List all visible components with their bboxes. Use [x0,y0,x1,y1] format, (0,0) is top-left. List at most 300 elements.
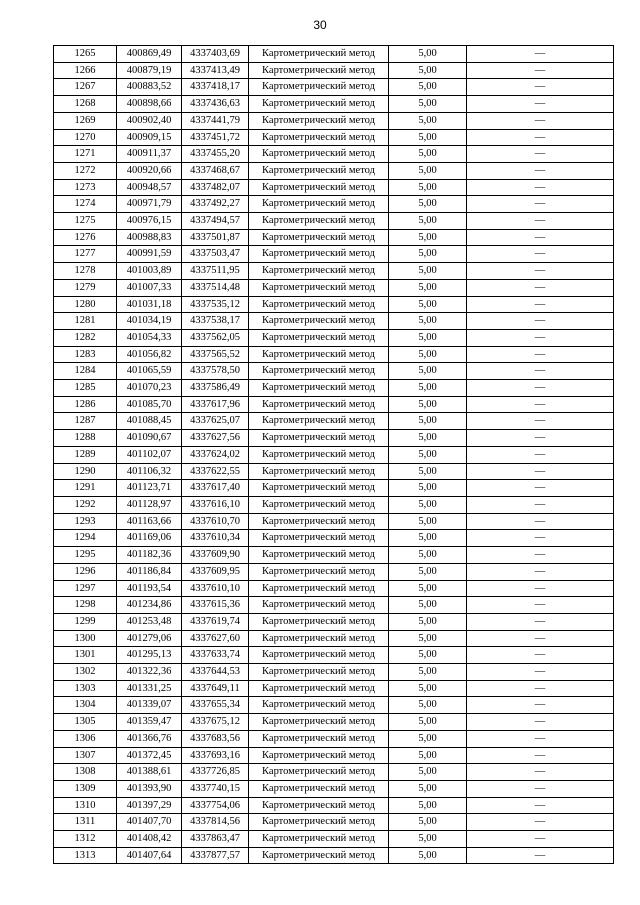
accuracy-cell: 5,00 [389,296,467,313]
y-coordinate-cell: 4337627,60 [182,630,249,647]
point-number-cell: 1298 [54,597,117,614]
point-number-cell: 1311 [54,814,117,831]
point-number-cell: 1270 [54,129,117,146]
description-cell: — [467,179,614,196]
method-cell: Картометрический метод [249,380,389,397]
point-number-cell: 1292 [54,496,117,513]
y-coordinate-cell: 4337511,95 [182,263,249,280]
y-coordinate-cell: 4337610,10 [182,580,249,597]
table-row [54,196,614,213]
table-row [54,179,614,196]
accuracy-cell: 5,00 [389,747,467,764]
description-cell: — [467,296,614,313]
table-row [54,747,614,764]
y-coordinate-cell: 4337565,52 [182,346,249,363]
point-number-cell: 1266 [54,62,117,79]
table-row [54,780,614,797]
x-coordinate-cell: 401056,82 [117,346,182,363]
x-coordinate-cell: 401186,84 [117,563,182,580]
x-coordinate-cell: 401163,66 [117,513,182,530]
method-cell: Картометрический метод [249,229,389,246]
method-cell: Картометрический метод [249,162,389,179]
point-number-cell: 1296 [54,563,117,580]
table-row [54,129,614,146]
x-coordinate-cell: 400883,52 [117,79,182,96]
x-coordinate-cell: 401193,54 [117,580,182,597]
description-cell: — [467,446,614,463]
description-cell: — [467,313,614,330]
description-cell: — [467,112,614,129]
table-row [54,346,614,363]
accuracy-cell: 5,00 [389,179,467,196]
y-coordinate-cell: 4337617,40 [182,480,249,497]
point-number-cell: 1313 [54,847,117,864]
description-cell: — [467,580,614,597]
point-number-cell: 1265 [54,46,117,63]
table-row [54,363,614,380]
x-coordinate-cell: 401003,89 [117,263,182,280]
method-cell: Картометрический метод [249,730,389,747]
x-coordinate-cell: 401070,23 [117,380,182,397]
accuracy-cell: 5,00 [389,363,467,380]
accuracy-cell: 5,00 [389,797,467,814]
accuracy-cell: 5,00 [389,496,467,513]
method-cell: Картометрический метод [249,831,389,848]
method-cell: Картометрический метод [249,430,389,447]
point-number-cell: 1275 [54,213,117,230]
coordinates-table [53,45,614,864]
y-coordinate-cell: 4337503,47 [182,246,249,263]
table-row [54,730,614,747]
x-coordinate-cell: 400988,83 [117,229,182,246]
x-coordinate-cell: 401128,97 [117,496,182,513]
x-coordinate-cell: 401407,70 [117,814,182,831]
accuracy-cell: 5,00 [389,329,467,346]
description-cell: — [467,396,614,413]
y-coordinate-cell: 4337877,57 [182,847,249,864]
y-coordinate-cell: 4337535,12 [182,296,249,313]
x-coordinate-cell: 401397,29 [117,797,182,814]
method-cell: Картометрический метод [249,213,389,230]
table-row [54,630,614,647]
description-cell: — [467,613,614,630]
table-row [54,831,614,848]
description-cell: — [467,480,614,497]
method-cell: Картометрический метод [249,112,389,129]
method-cell: Картометрический метод [249,680,389,697]
x-coordinate-cell: 401054,33 [117,329,182,346]
method-cell: Картометрический метод [249,363,389,380]
y-coordinate-cell: 4337609,90 [182,547,249,564]
description-cell: — [467,430,614,447]
method-cell: Картометрический метод [249,647,389,664]
accuracy-cell: 5,00 [389,480,467,497]
x-coordinate-cell: 401034,19 [117,313,182,330]
x-coordinate-cell: 401106,32 [117,463,182,480]
table-row [54,279,614,296]
accuracy-cell: 5,00 [389,680,467,697]
method-cell: Картометрический метод [249,46,389,63]
x-coordinate-cell: 401322,36 [117,664,182,681]
table-row [54,146,614,163]
accuracy-cell: 5,00 [389,530,467,547]
point-number-cell: 1290 [54,463,117,480]
table-row [54,496,614,513]
accuracy-cell: 5,00 [389,463,467,480]
accuracy-cell: 5,00 [389,714,467,731]
accuracy-cell: 5,00 [389,697,467,714]
method-cell: Картометрический метод [249,613,389,630]
x-coordinate-cell: 401169,06 [117,530,182,547]
accuracy-cell: 5,00 [389,96,467,113]
y-coordinate-cell: 4337625,07 [182,413,249,430]
y-coordinate-cell: 4337683,56 [182,730,249,747]
description-cell: — [467,563,614,580]
description-cell: — [467,279,614,296]
table-row [54,613,614,630]
table-row [54,764,614,781]
method-cell: Картометрический метод [249,597,389,614]
method-cell: Картометрический метод [249,296,389,313]
point-number-cell: 1294 [54,530,117,547]
point-number-cell: 1281 [54,313,117,330]
point-number-cell: 1280 [54,296,117,313]
method-cell: Картометрический метод [249,263,389,280]
table-row [54,463,614,480]
point-number-cell: 1312 [54,831,117,848]
method-cell: Картометрический метод [249,313,389,330]
y-coordinate-cell: 4337726,85 [182,764,249,781]
point-number-cell: 1308 [54,764,117,781]
accuracy-cell: 5,00 [389,246,467,263]
y-coordinate-cell: 4337610,34 [182,530,249,547]
y-coordinate-cell: 4337693,16 [182,747,249,764]
y-coordinate-cell: 4337494,57 [182,213,249,230]
description-cell: — [467,162,614,179]
description-cell: — [467,246,614,263]
point-number-cell: 1279 [54,279,117,296]
x-coordinate-cell: 401088,45 [117,413,182,430]
method-cell: Картометрический метод [249,463,389,480]
point-number-cell: 1268 [54,96,117,113]
accuracy-cell: 5,00 [389,380,467,397]
method-cell: Картометрический метод [249,780,389,797]
table-row [54,714,614,731]
point-number-cell: 1299 [54,613,117,630]
y-coordinate-cell: 4337451,72 [182,129,249,146]
accuracy-cell: 5,00 [389,46,467,63]
description-cell: — [467,647,614,664]
accuracy-cell: 5,00 [389,647,467,664]
description-cell: — [467,346,614,363]
table-row [54,430,614,447]
accuracy-cell: 5,00 [389,146,467,163]
method-cell: Картометрический метод [249,329,389,346]
accuracy-cell: 5,00 [389,446,467,463]
accuracy-cell: 5,00 [389,279,467,296]
y-coordinate-cell: 4337514,48 [182,279,249,296]
method-cell: Картометрический метод [249,129,389,146]
description-cell: — [467,380,614,397]
y-coordinate-cell: 4337418,17 [182,79,249,96]
x-coordinate-cell: 401366,76 [117,730,182,747]
x-coordinate-cell: 401085,70 [117,396,182,413]
table-row [54,380,614,397]
point-number-cell: 1297 [54,580,117,597]
point-number-cell: 1278 [54,263,117,280]
x-coordinate-cell: 401372,45 [117,747,182,764]
x-coordinate-cell: 401295,13 [117,647,182,664]
method-cell: Картометрический метод [249,62,389,79]
y-coordinate-cell: 4337468,67 [182,162,249,179]
description-cell: — [467,764,614,781]
x-coordinate-cell: 400911,37 [117,146,182,163]
x-coordinate-cell: 400976,15 [117,213,182,230]
table-row [54,814,614,831]
x-coordinate-cell: 401388,61 [117,764,182,781]
point-number-cell: 1288 [54,430,117,447]
y-coordinate-cell: 4337562,05 [182,329,249,346]
accuracy-cell: 5,00 [389,613,467,630]
y-coordinate-cell: 4337436,63 [182,96,249,113]
table-row [54,547,614,564]
point-number-cell: 1286 [54,396,117,413]
y-coordinate-cell: 4337616,10 [182,496,249,513]
y-coordinate-cell: 4337441,79 [182,112,249,129]
x-coordinate-cell: 401031,18 [117,296,182,313]
table-row [54,563,614,580]
x-coordinate-cell: 401407,64 [117,847,182,864]
accuracy-cell: 5,00 [389,664,467,681]
method-cell: Картометрический метод [249,847,389,864]
table-row [54,697,614,714]
table-row [54,847,614,864]
point-number-cell: 1306 [54,730,117,747]
method-cell: Картометрический метод [249,413,389,430]
y-coordinate-cell: 4337644,53 [182,664,249,681]
accuracy-cell: 5,00 [389,831,467,848]
table-row [54,296,614,313]
page-number: 30 [313,18,327,32]
y-coordinate-cell: 4337615,36 [182,597,249,614]
point-number-cell: 1307 [54,747,117,764]
description-cell: — [467,780,614,797]
y-coordinate-cell: 4337814,56 [182,814,249,831]
x-coordinate-cell: 400909,15 [117,129,182,146]
point-number-cell: 1291 [54,480,117,497]
table-row [54,329,614,346]
table-row [54,413,614,430]
accuracy-cell: 5,00 [389,62,467,79]
table-row [54,229,614,246]
description-cell: — [467,630,614,647]
table-row [54,162,614,179]
y-coordinate-cell: 4337586,49 [182,380,249,397]
y-coordinate-cell: 4337610,70 [182,513,249,530]
accuracy-cell: 5,00 [389,847,467,864]
accuracy-cell: 5,00 [389,413,467,430]
point-number-cell: 1282 [54,329,117,346]
accuracy-cell: 5,00 [389,196,467,213]
accuracy-cell: 5,00 [389,313,467,330]
method-cell: Картометрический метод [249,346,389,363]
x-coordinate-cell: 400971,79 [117,196,182,213]
table-row [54,797,614,814]
table-row [54,213,614,230]
x-coordinate-cell: 401408,42 [117,831,182,848]
method-cell: Картометрический метод [249,96,389,113]
table-row [54,79,614,96]
description-cell: — [467,697,614,714]
point-number-cell: 1301 [54,647,117,664]
point-number-cell: 1276 [54,229,117,246]
method-cell: Картометрический метод [249,747,389,764]
x-coordinate-cell: 401182,36 [117,547,182,564]
point-number-cell: 1274 [54,196,117,213]
description-cell: — [467,496,614,513]
description-cell: — [467,664,614,681]
point-number-cell: 1283 [54,346,117,363]
y-coordinate-cell: 4337633,74 [182,647,249,664]
point-number-cell: 1272 [54,162,117,179]
description-cell: — [467,263,614,280]
x-coordinate-cell: 401007,33 [117,279,182,296]
point-number-cell: 1310 [54,797,117,814]
method-cell: Картометрический метод [249,513,389,530]
x-coordinate-cell: 401123,71 [117,480,182,497]
description-cell: — [467,329,614,346]
method-cell: Картометрический метод [249,714,389,731]
x-coordinate-cell: 400920,66 [117,162,182,179]
accuracy-cell: 5,00 [389,79,467,96]
accuracy-cell: 5,00 [389,229,467,246]
accuracy-cell: 5,00 [389,513,467,530]
x-coordinate-cell: 400902,40 [117,112,182,129]
table-row [54,62,614,79]
table-row [54,263,614,280]
y-coordinate-cell: 4337754,06 [182,797,249,814]
y-coordinate-cell: 4337863,47 [182,831,249,848]
point-number-cell: 1303 [54,680,117,697]
x-coordinate-cell: 400898,66 [117,96,182,113]
accuracy-cell: 5,00 [389,814,467,831]
method-cell: Картометрический метод [249,496,389,513]
accuracy-cell: 5,00 [389,112,467,129]
point-number-cell: 1295 [54,547,117,564]
y-coordinate-cell: 4337617,96 [182,396,249,413]
description-cell: — [467,62,614,79]
accuracy-cell: 5,00 [389,780,467,797]
accuracy-cell: 5,00 [389,162,467,179]
point-number-cell: 1289 [54,446,117,463]
x-coordinate-cell: 400869,49 [117,46,182,63]
description-cell: — [467,196,614,213]
x-coordinate-cell: 401234,86 [117,597,182,614]
description-cell: — [467,747,614,764]
point-number-cell: 1300 [54,630,117,647]
point-number-cell: 1273 [54,179,117,196]
point-number-cell: 1284 [54,363,117,380]
description-cell: — [467,831,614,848]
x-coordinate-cell: 400879,19 [117,62,182,79]
method-cell: Картометрический метод [249,446,389,463]
method-cell: Картометрический метод [249,814,389,831]
y-coordinate-cell: 4337675,12 [182,714,249,731]
x-coordinate-cell: 401090,67 [117,430,182,447]
method-cell: Картометрический метод [249,279,389,296]
method-cell: Картометрический метод [249,797,389,814]
point-number-cell: 1304 [54,697,117,714]
method-cell: Картометрический метод [249,196,389,213]
y-coordinate-cell: 4337655,34 [182,697,249,714]
accuracy-cell: 5,00 [389,547,467,564]
description-cell: — [467,547,614,564]
accuracy-cell: 5,00 [389,263,467,280]
description-cell: — [467,79,614,96]
description-cell: — [467,46,614,63]
table-row [54,597,614,614]
description-cell: — [467,146,614,163]
method-cell: Картометрический метод [249,79,389,96]
y-coordinate-cell: 4337740,15 [182,780,249,797]
method-cell: Картометрический метод [249,179,389,196]
method-cell: Картометрический метод [249,246,389,263]
x-coordinate-cell: 401253,48 [117,613,182,630]
y-coordinate-cell: 4337578,50 [182,363,249,380]
accuracy-cell: 5,00 [389,764,467,781]
description-cell: — [467,530,614,547]
y-coordinate-cell: 4337455,20 [182,146,249,163]
description-cell: — [467,129,614,146]
description-cell: — [467,730,614,747]
table-row [54,112,614,129]
method-cell: Картометрический метод [249,547,389,564]
table-row [54,246,614,263]
accuracy-cell: 5,00 [389,630,467,647]
y-coordinate-cell: 4337609,95 [182,563,249,580]
accuracy-cell: 5,00 [389,430,467,447]
x-coordinate-cell: 401102,07 [117,446,182,463]
table-row [54,313,614,330]
x-coordinate-cell: 400948,57 [117,179,182,196]
description-cell: — [467,714,614,731]
accuracy-cell: 5,00 [389,563,467,580]
table-row [54,513,614,530]
y-coordinate-cell: 4337649,11 [182,680,249,697]
point-number-cell: 1309 [54,780,117,797]
accuracy-cell: 5,00 [389,580,467,597]
point-number-cell: 1302 [54,664,117,681]
point-number-cell: 1267 [54,79,117,96]
description-cell: — [467,363,614,380]
y-coordinate-cell: 4337538,17 [182,313,249,330]
y-coordinate-cell: 4337413,49 [182,62,249,79]
point-number-cell: 1277 [54,246,117,263]
accuracy-cell: 5,00 [389,346,467,363]
description-cell: — [467,847,614,864]
point-number-cell: 1269 [54,112,117,129]
table-row [54,396,614,413]
table-row [54,647,614,664]
accuracy-cell: 5,00 [389,213,467,230]
accuracy-cell: 5,00 [389,396,467,413]
description-cell: — [467,413,614,430]
description-cell: — [467,463,614,480]
point-number-cell: 1305 [54,714,117,731]
method-cell: Картометрический метод [249,764,389,781]
y-coordinate-cell: 4337492,27 [182,196,249,213]
table-row [54,480,614,497]
